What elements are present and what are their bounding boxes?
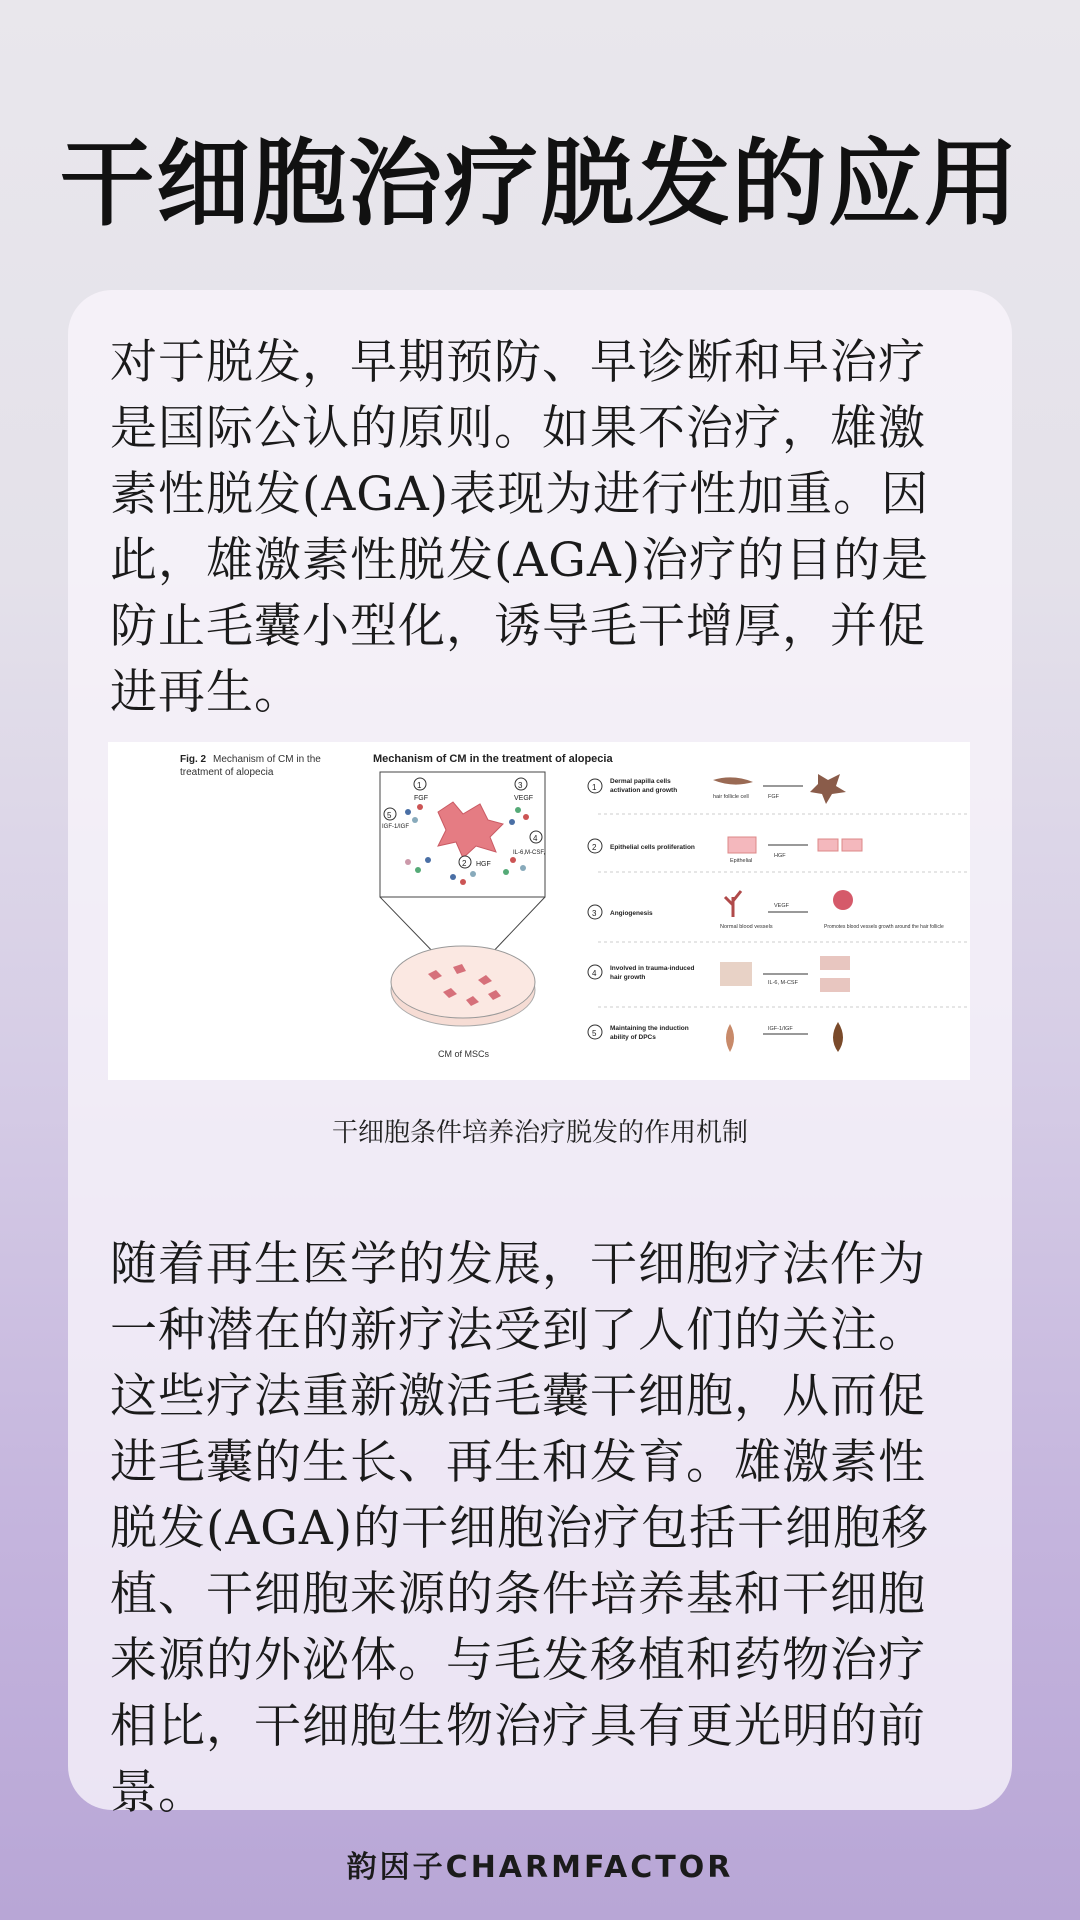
svg-text:3: 3 (592, 909, 597, 918)
svg-text:activation and growth: activation and growth (610, 787, 678, 794)
svg-text:hair follicle cell: hair follicle cell (713, 794, 749, 800)
svg-text:4: 4 (533, 834, 538, 843)
svg-text:Involved in trauma-induced: Involved in trauma-induced (610, 965, 695, 972)
mechanism-row-3 (588, 890, 968, 942)
body-paragraph: 随着再生医学的发展，干细胞疗法作为一种潜在的新疗法受到了人们的关注。这些疗法重新激活毛囊干细胞，从而促进毛囊的生长、再生和发育。雄激素性脱发(AGA)的干细胞治疗包括干细胞移植、干细胞来源的条件培养基和干细胞来源的外泌体。与毛发移植和药物治疗相比，干细胞生物治疗具有更光明的前景。 (110, 1237, 930, 1820)
svg-text:Angiogenesis: Angiogenesis (610, 910, 653, 917)
mechanism-diagram (108, 742, 970, 1080)
svg-text:VEGF: VEGF (514, 795, 534, 802)
page-title: 干细胞治疗脱发的应用 (59, 130, 1020, 239)
fig-caption-line1: Mechanism of CM in the (213, 754, 321, 765)
svg-text:HGF: HGF (476, 861, 491, 868)
svg-text:1: 1 (592, 783, 597, 792)
svg-text:5: 5 (387, 811, 392, 820)
mechanism-row-4 (588, 956, 968, 1007)
fig-caption-line2: treatment of alopecia (180, 767, 274, 778)
svg-text:VEGF: VEGF (774, 903, 789, 909)
svg-text:5: 5 (592, 1029, 597, 1038)
svg-text:IGF-1/IGF: IGF-1/IGF (768, 1026, 793, 1032)
petri-dish (391, 946, 535, 1026)
zoom-line-right (488, 897, 545, 957)
svg-text:FGF: FGF (414, 795, 428, 802)
content-card (68, 290, 1012, 1820)
intro-paragraph: 对于脱发，早期预防、早诊断和早治疗是国际公认的原则。如果不治疗，雄激素性脱发(AGA)表现为进行性加重。因此，雄激素性脱发(AGA)治疗的目的是防止毛囊小型化，诱导毛干增厚，并促进再生。 (110, 335, 930, 720)
svg-text:2: 2 (592, 843, 597, 852)
svg-text:4: 4 (592, 969, 597, 978)
svg-text:hair growth: hair growth (610, 974, 646, 981)
zoom-line-left (380, 897, 438, 957)
svg-text:1: 1 (417, 781, 422, 790)
mechanism-row-5 (588, 1022, 843, 1052)
svg-text:3: 3 (518, 781, 523, 790)
mechanism-row-1 (588, 774, 968, 814)
svg-text:Dermal papilla cells: Dermal papilla cells (610, 778, 671, 785)
fig-label: Fig. 2 (180, 754, 207, 765)
svg-text:FGF: FGF (768, 794, 779, 800)
svg-text:IL-6,M-CSF,: IL-6,M-CSF, (513, 850, 546, 856)
svg-text:ability of DPCs: ability of DPCs (610, 1034, 656, 1041)
svg-text:Epithelial: Epithelial (730, 858, 753, 864)
mechanism-figure (108, 742, 970, 1080)
svg-text:Epithelial cells proliferation: Epithelial cells proliferation (610, 844, 695, 851)
figure-caption: 干细胞条件培养治疗脱发的作用机制 (331, 1118, 748, 1148)
diagram-title: Mechanism of CM in the treatment of alopecia (373, 753, 613, 765)
svg-text:Normal blood vessels: Normal blood vessels (720, 924, 773, 930)
svg-text:HGF: HGF (774, 853, 786, 859)
svg-text:IL-6, M-CSF: IL-6, M-CSF (768, 980, 798, 986)
svg-text:IGF-1/IGF: IGF-1/IGF (382, 824, 409, 830)
brand-footer: 韵因子CHARMFACTOR (346, 1850, 734, 1885)
mechanism-row-2 (588, 837, 968, 872)
dish-label: CM of MSCs (438, 1049, 490, 1059)
svg-text:Promotes blood vessels growth: Promotes blood vessels growth around the hair follicle (824, 924, 944, 930)
svg-text:Maintaining the induction: Maintaining the induction (610, 1025, 689, 1032)
svg-text:2: 2 (462, 859, 467, 868)
